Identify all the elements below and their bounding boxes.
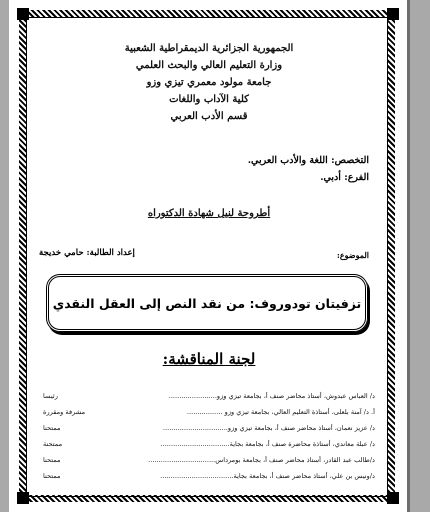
member-details: د/ العباس عبدوش، أستاذ محاضر صنف أ، بجامعة تيزي وزو.......................: [168, 392, 375, 400]
member-details: د/ عزيز نعمان، أستاذ محاضر صنف أ، بجامعة تيزي وزو...............................: [162, 424, 375, 432]
committee-member: [41, 468, 375, 484]
document-page: [9, 0, 407, 512]
student-name: إعداد الطالبة: حامي خديجة: [39, 248, 135, 258]
subject-label: الموضوع:: [336, 250, 369, 260]
member-details: د/ونيس بن علي، أستاذ محاضر صنف أ، بجامعة بجاية...................................: [160, 472, 375, 480]
header-line: وزارة التعليم العالي والبحث العلمي: [135, 60, 283, 71]
member-role: ممتحنا: [43, 472, 61, 480]
header-line: قسم الأدب العربي: [170, 111, 248, 122]
member-role: ممتحنا: [43, 424, 61, 432]
corner-ornament: [17, 492, 29, 504]
committee-heading: لجنة المناقشة:: [162, 350, 256, 368]
committee-member: [41, 436, 375, 452]
member-role: رئيسا: [43, 392, 58, 400]
member-role: مشرفة ومقررة: [43, 408, 86, 416]
committee-member: [41, 404, 375, 420]
thesis-title-box: [46, 274, 368, 332]
thesis-type: أطروحة لنيل شهادة الدكتوراه: [147, 208, 271, 219]
member-role: ممتحنة: [43, 440, 63, 448]
committee-members: [41, 388, 375, 484]
member-details: د/طالب عبد القادر، أستاذ محاضر صنف أ، بجامعة بومرداس................................: [148, 456, 375, 464]
header-line: جامعة مولود معمري تيزي وزو: [146, 77, 272, 88]
header-line: الجمهورية الجزائرية الديمقراطية الشعبية: [124, 43, 294, 54]
member-details: د/ عبلة معاندي، أستاذة محاضرة صنف أ، بجامعة بجاية.................................: [160, 440, 375, 448]
specialization-line: التخصص: اللغة والأدب العربي.: [247, 155, 369, 166]
corner-ornament: [17, 8, 29, 20]
committee-member: [41, 388, 375, 404]
member-details: أ. د/ آمنة بلعلى، أستاذة التعليم العالي، بجامعة تيزي وزو .................: [186, 408, 375, 416]
thesis-title: تزفيتان تودوروف: من نقد النص إلى العقل النقدي: [52, 295, 362, 311]
committee-member: [41, 420, 375, 436]
committee-member: [41, 452, 375, 468]
specialization-block: [248, 152, 369, 186]
branch-line: الفرع: أدبي.: [320, 172, 369, 183]
header-line: كلية الآداب واللغات: [169, 94, 249, 105]
member-role: ممتحنا: [43, 456, 61, 464]
corner-ornament: [387, 8, 399, 20]
corner-ornament: [387, 492, 399, 504]
institution-header: [79, 40, 339, 125]
